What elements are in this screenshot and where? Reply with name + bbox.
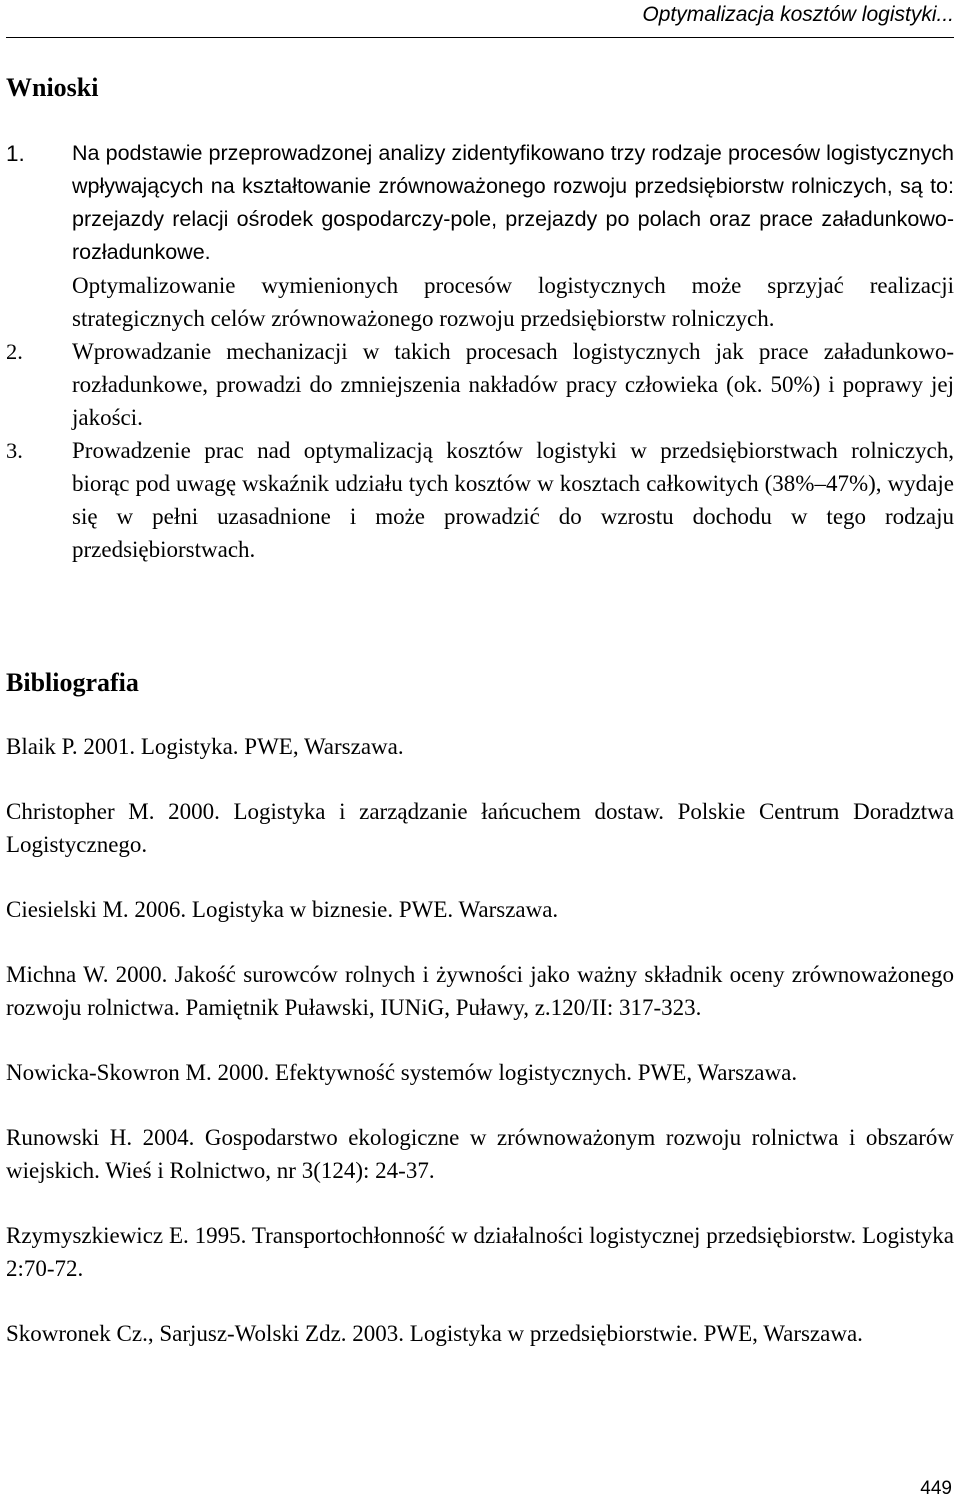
- conclusions-heading: Wnioski: [6, 73, 99, 102]
- bibliography-entry: Ciesielski M. 2006. Logistyka w biznesie. PWE. Warszawa.: [6, 897, 559, 922]
- conclusion-number: 2.: [6, 339, 23, 364]
- conclusion-item-2: [6, 335, 954, 434]
- bibliography-entry: Michna W. 2000. Jakość surowców rolnych i żywności jako ważny składnik oceny zrównoważonego rozwoju rolnictwa. Pamiętnik Puławski, IUNiG, Puławy, z.120/II: 317-323.: [6, 962, 954, 1020]
- running-header-title: Optymalizacja kosztów logistyki...: [642, 3, 954, 26]
- bibliography-entry: Skowronek Cz., Sarjusz-Wolski Zdz. 2003. Logistyka w przedsiębiorstwie. PWE, Warszawa.: [6, 1321, 863, 1346]
- bibliography-entry: Christopher M. 2000. Logistyka i zarządzanie łańcuchem dostaw. Polskie Centrum Doradztwa Logistycznego.: [6, 799, 954, 857]
- bibliography-entry: Runowski H. 2004. Gospodarstwo ekologiczne w zrównoważonym rozwoju rolnictwa i obszarów wiejskich. Wieś i Rolnictwo, nr 3(124): 24-37.: [6, 1125, 954, 1183]
- conclusions-list: [6, 137, 954, 566]
- bibliography-list: [6, 730, 954, 1382]
- bibliography-entry: Blaik P. 2001. Logistyka. PWE, Warszawa.: [6, 734, 404, 759]
- conclusion-text: Na podstawie przeprowadzonej analizy zidentyfikowano trzy rodzaje procesów logistycznych wpływających na kształtowanie zrównoważonego rozwoju przedsiębiorstw rolniczych, są to: przejazdy relacji ośrodek gospodarczy-pole, przejazdy po polach oraz prace załadunkowo-rozładunkowe.: [72, 141, 954, 264]
- conclusion-number: 3.: [6, 438, 23, 463]
- conclusion-item-1: [6, 137, 954, 335]
- bibliography-entry: Rzymyszkiewicz E. 1995. Transportochłonność w działalności logistycznej przedsiębiorstw. Logistyka 2:70-72.: [6, 1223, 954, 1281]
- conclusion-text: Wprowadzanie mechanizacji w takich procesach logistycznych jak prace załadunkowo-rozładunkowe, prowadzi do zmniejszenia nakładów pracy człowieka (ok. 50%) i poprawy jej jakości.: [72, 339, 954, 430]
- conclusion-text: Prowadzenie prac nad optymalizacją kosztów logistyki w przedsiębiorstwach rolniczych, biorąc pod uwagę wskaźnik udziału tych kosztów w kosztach całkowitych (38%–47%), wydaje się w pełni uzasadnione i może prowadzić do wzrostu dochodu w tego rodzaju przedsiębiorstwach.: [72, 438, 954, 562]
- conclusion-item-3: [6, 434, 954, 566]
- conclusion-number: 1.: [6, 141, 25, 166]
- bibliography-heading: Bibliografia: [6, 668, 139, 697]
- header-divider: [6, 37, 954, 38]
- bibliography-entry: Nowicka-Skowron M. 2000. Efektywność systemów logistycznych. PWE, Warszawa.: [6, 1060, 798, 1085]
- conclusion-text: Optymalizowanie wymienionych procesów logistycznych może sprzyjać realizacji strategicznych celów zrównoważonego rozwoju przedsiębiorstw rolniczych.: [72, 273, 954, 331]
- page-number: 449: [920, 1478, 952, 1499]
